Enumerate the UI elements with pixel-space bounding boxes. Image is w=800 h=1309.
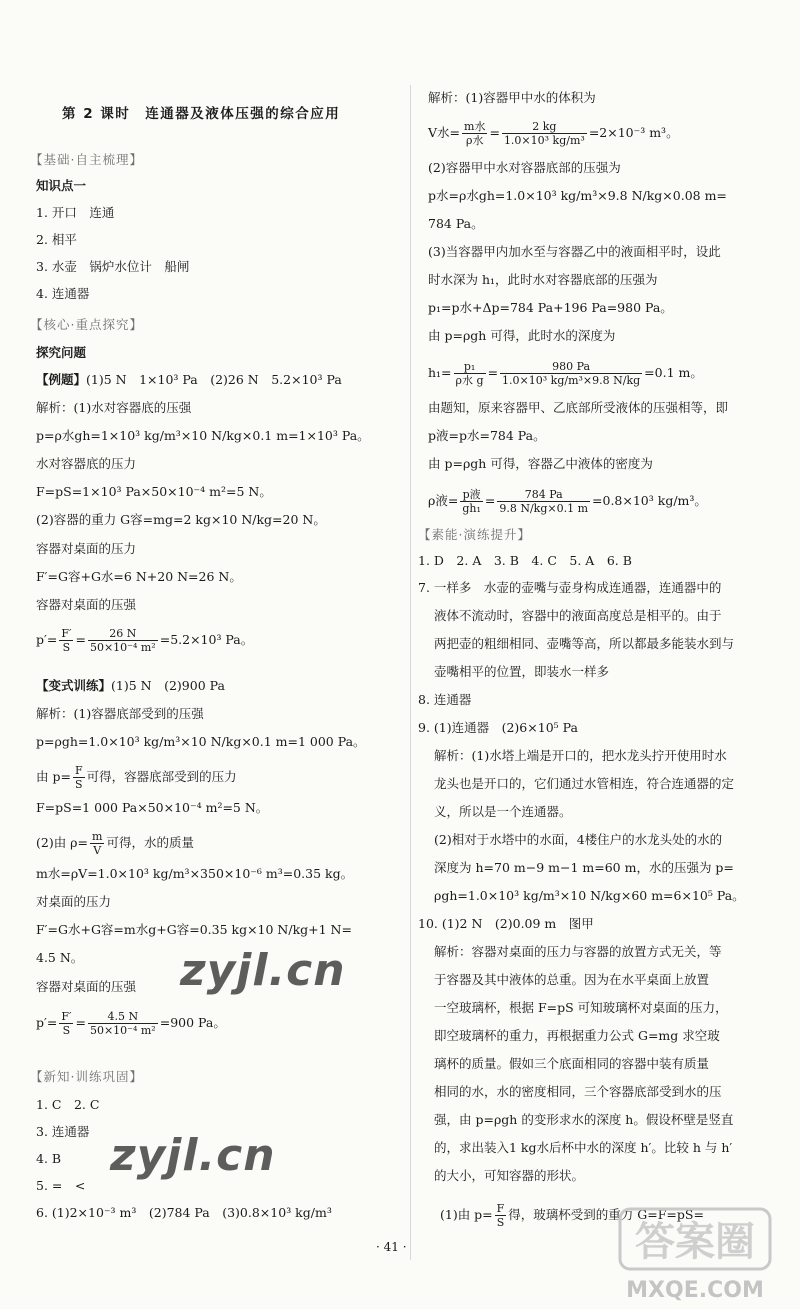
formula-line [36, 830, 194, 857]
solution-line: 解析：容器对桌面的压力与容器的放置方式无关，等 [434, 944, 722, 959]
solution-line: p=ρgh=1.0×10³ kg/m³×10 N/kg×0.1 m=1 000 Pa。 [36, 734, 366, 749]
knowledge-point-heading: 知识点一 [36, 178, 87, 193]
solution-line: 解析：(1)容器甲中水的体积为 [428, 90, 596, 105]
numerator: m [92, 830, 103, 843]
watermark-text: zyjl.cn [110, 1130, 276, 1181]
variant-answer-text: (1)5 N (2)900 Pa [111, 678, 225, 693]
solution-line: 784 Pa。 [428, 216, 484, 231]
denominator: 50×10⁻⁴ m² [89, 641, 156, 654]
solution-line: 水对容器底的压力 [36, 456, 137, 471]
formula-lhs: 由 p= [36, 769, 71, 784]
solution-line: 义，所以是一个连通器。 [434, 804, 572, 819]
solution-line: 一空玻璃杯，根据 F=pS 可知玻璃杯对桌面的压力， [434, 1000, 728, 1015]
fraction [73, 764, 85, 791]
formula-rhs: =900 Pa。 [159, 1015, 226, 1030]
formula-lhs: V水= [428, 125, 461, 140]
watermark-text: zyjl.cn [180, 945, 346, 996]
numerator: m水 [464, 120, 486, 133]
answer-line: 1. 开口 连通 [36, 205, 115, 220]
explore-heading: 探究问题 [36, 345, 87, 360]
numerator: 980 Pa [500, 360, 642, 374]
formula-line [36, 764, 237, 791]
denominator: S [75, 778, 83, 791]
formula-rhs: 可得，容器底部受到的压力 [86, 769, 237, 784]
formula-line: V水= $\frac{\text{m水}}{\text{ρ水}}$ = $\frac{2 kg}{\text{1.0×10³ kg/m³}}$ =2×10⁻³ m³。 [428, 120, 679, 147]
formula-lhs: (2)由 ρ= [36, 835, 89, 850]
page-title: 第 2 课时 连通器及液体压强的综合应用 [62, 106, 341, 122]
solution-line: 解析：(1)水对容器底的压强 [36, 400, 192, 415]
formula-lhs: ρ液= [428, 493, 459, 508]
answer-line: 1. D 2. A 3. B 4. C 5. A 6. B [418, 553, 632, 568]
answer-line: 9. (1)连通器 (2)6×10⁵ Pa [418, 720, 578, 735]
variant-answer [36, 678, 225, 694]
numerator: p₁ [454, 360, 486, 374]
solution-line: 由题知，原来容器甲、乙底部所受液体的压强相等，即 [428, 400, 729, 415]
formula-lhs: h₁= [428, 365, 452, 380]
denominator: S [62, 1024, 71, 1037]
fraction [502, 120, 587, 147]
solution-line: 由 p=ρgh 可得，容器乙中液体的密度为 [428, 456, 653, 471]
fraction [497, 488, 590, 515]
answer-line: 6. (1)2×10⁻³ m³ (2)784 Pa (3)0.8×10³ kg/m³ [36, 1205, 332, 1220]
solution-line: ρgh=1.0×10³ kg/m³×10 N/kg×60 m=6×10⁵ Pa。 [434, 888, 745, 903]
fraction [454, 360, 486, 387]
denominator: ρ水 [466, 134, 484, 147]
solution-line: 解析：(1)容器底部受到的压强 [36, 706, 204, 721]
fraction [88, 1010, 158, 1037]
answer-line: 4. 连通器 [36, 286, 90, 301]
solution-line: 容器对桌面的压强 [36, 597, 137, 612]
answer-line: 3. 连通器 [36, 1124, 90, 1139]
solution-line: 即空玻璃杯的重力，再根据重力公式 G=mg 求空玻 [434, 1028, 720, 1043]
variant-label: 【变式训练】 [36, 678, 112, 693]
denominator: 1.0×10³ kg/m³×9.8 N/kg [502, 374, 641, 387]
solution-line: 强，由 p=ρgh 的变形求水的深度 h。假设杯壁是竖直 [434, 1112, 734, 1127]
page-number: · 41 · [376, 1240, 407, 1254]
solution-line: 相同的水，水的密度相同，三个容器底部受到水的压 [434, 1084, 722, 1099]
formula-rhs: =2×10⁻³ m³。 [588, 125, 679, 140]
formula-lhs: p′= [36, 1015, 58, 1030]
solution-line: 龙头也是开口的，它们通过水管相连，符合连通器的定 [434, 776, 735, 791]
solution-line: m水=ρV=1.0×10³ kg/m³×350×10⁻⁶ m³=0.35 kg。 [36, 866, 354, 881]
answer-line: 8. 连通器 [418, 692, 472, 707]
fraction [90, 830, 104, 857]
logo-graphic [610, 1205, 780, 1305]
formula-line: p′= $\frac{F'}{S}$ = $\frac{26 N}{\text{50×10⁻⁴ m²}}$ =5.2×10³ Pa。 [36, 627, 254, 654]
site-logo [610, 1205, 780, 1305]
numerator: F′ [61, 627, 72, 640]
solution-line: 时水深为 h₁，此时水对容器底部的压强为 [428, 272, 658, 287]
answer-line: 3. 水壶 锅炉水位计 船闸 [36, 259, 190, 274]
numerator: 2 kg [502, 120, 587, 134]
solution-line: 璃杯的质量。假如三个底面相同的容器中装有质量 [434, 1056, 710, 1071]
example-answer-text: (1)5 N 1×10³ Pa (2)26 N 5.2×10³ Pa [86, 372, 342, 387]
section-basic: 【基础·自主梳理】 [30, 152, 143, 167]
solution-line: p=ρ水gh=1×10³ kg/m³×10 N/kg×0.1 m=1×10³ Pa。 [36, 428, 370, 443]
fraction [460, 488, 483, 515]
answer-line: 两把壶的粗细相同、壶嘴等高，所以都最多能装水到与 [434, 636, 735, 651]
logo-url: MXQE.COM [626, 1278, 764, 1303]
answer-line: 液体不流动时，容器中的液面高度总是相平的。由于 [434, 608, 722, 623]
denominator: S [62, 641, 71, 654]
fraction [59, 627, 73, 654]
formula-rhs: =0.1 m。 [644, 365, 703, 380]
answer-line: 5. = < [36, 1178, 86, 1193]
solution-line: (3)当容器甲内加水至与容器乙中的液面相平时，设此 [428, 244, 721, 259]
solution-line: 容器对桌面的压力 [36, 541, 137, 556]
answer-line: 壶嘴相平的位置，即装水一样多 [434, 664, 610, 679]
denominator: ρ水 g [455, 374, 484, 387]
column-divider [410, 85, 411, 1260]
solution-line: p液=p水=784 Pa。 [428, 428, 546, 443]
fraction [500, 360, 642, 387]
example-label: 【例题】 [36, 372, 87, 387]
solution-line: p水=ρ水gh=1.0×10³ kg/m³×9.8 N/kg×0.08 m= [428, 188, 727, 203]
section-core: 【核心·重点探究】 [30, 317, 143, 332]
denominator: 50×10⁻⁴ m² [89, 1024, 156, 1037]
solution-line: F=pS=1 000 Pa×50×10⁻⁴ m²=5 N。 [36, 800, 269, 815]
solution-line: 对桌面的压力 [36, 894, 112, 909]
answer-line: 10. (1)2 N (2)0.09 m 图甲 [418, 916, 594, 931]
formula-rhs: =0.8×10³ kg/m³。 [592, 493, 707, 508]
answer-line: 2. 相平 [36, 232, 77, 247]
solution-line: 的大小，可知容器的形状。 [434, 1168, 585, 1183]
numerator: 26 N [88, 627, 158, 641]
solution-line: 于容器及其中液体的总重。因为在水平桌面上放置 [434, 972, 710, 987]
formula-line: ρ液= $\frac{\text{p液}}{\text{gh₁}}$ = $\frac{784 Pa}{9.8 N/kg\times 0.1 m}$ =0.8×10³ kg/m³。 [428, 488, 707, 515]
solution-line: (2)容器的重力 G容=mg=2 kg×10 N/kg=20 N。 [36, 512, 326, 527]
denominator: 9.8 N/kg×0.1 m [499, 502, 589, 515]
answer-line: 1. C 2. C [36, 1097, 100, 1112]
solution-line: (2)相对于水塔中的水面，4楼住户的水龙头处的水的 [434, 832, 723, 847]
solution-line: p₁=p水+Δp=784 Pa+196 Pa=980 Pa。 [428, 300, 673, 315]
solution-line: 的，求出装入1 kg水后杯中水的深度 h′。比较 h 与 h′ [434, 1140, 733, 1155]
solution-line: F=pS=1×10³ Pa×50×10⁻⁴ m²=5 N。 [36, 484, 272, 499]
fraction [495, 1202, 507, 1229]
denominator: V [93, 844, 102, 857]
solution-line: F′=G水+G容=m水g+G容=0.35 kg×10 N/kg+1 N= [36, 922, 352, 937]
numerator: F [496, 1202, 505, 1215]
denominator: gh₁ [462, 502, 481, 515]
solution-line: 4.5 N。 [36, 950, 84, 965]
example-answer [36, 372, 342, 388]
section-ability: 【素能·演练提升】 [418, 527, 531, 542]
logo-text: 答案圈 [635, 1219, 755, 1265]
answer-line: 4. B [36, 1151, 62, 1166]
fraction [462, 120, 487, 147]
numerator: 4.5 N [88, 1010, 158, 1024]
solution-line: F′=G容+G水=6 N+20 N=26 N。 [36, 569, 242, 584]
solution-line: (2)容器甲中水对容器底部的压强为 [428, 160, 621, 175]
numerator: F [74, 764, 83, 777]
denominator: S [496, 1216, 505, 1229]
solution-line: 容器对桌面的压强 [36, 979, 137, 994]
solution-line: 深度为 h=70 m−9 m−1 m=60 m，水的压强为 p= [434, 860, 734, 875]
denominator: 1.0×10³ kg/m³ [503, 134, 585, 147]
fraction [88, 627, 158, 654]
section-newknow: 【新知·训练巩固】 [30, 1069, 143, 1084]
solution-line: 由 p=ρgh 可得，此时水的深度为 [428, 328, 616, 343]
numerator: F′ [61, 1010, 72, 1023]
numerator: 784 Pa [497, 488, 590, 502]
solution-line: 解析：(1)水塔上端是开口的，把水龙头拧开使用时水 [434, 748, 727, 763]
formula-lhs: p′= [36, 632, 58, 647]
formula-rhs: 得，玻璃杯受到的重力 G=F=pS= [508, 1207, 704, 1222]
formula-rhs: 可得，水的质量 [106, 835, 194, 850]
formula-line: p′= $\frac{F'}{S}$ = $\frac{4.5 N}{\text{50×10⁻⁴ m²}}$ =900 Pa。 [36, 1010, 226, 1037]
formula-line: h₁= $\frac{\text{p₁}}{\text{ρ水 g}}$ = $\frac{980 Pa}{\text{1.0×10³ kg/m³×9.8 N/kg}}$ =0.1 m。 [428, 360, 703, 387]
formula-rhs: =5.2×10³ Pa。 [159, 632, 254, 647]
answer-line: 7. 一样多 水壶的壶嘴与壶身构成连通器，连通器中的 [418, 580, 722, 595]
formula-lhs: (1)由 p= [440, 1207, 493, 1222]
fraction [59, 1010, 73, 1037]
numerator: p液 [460, 488, 483, 502]
